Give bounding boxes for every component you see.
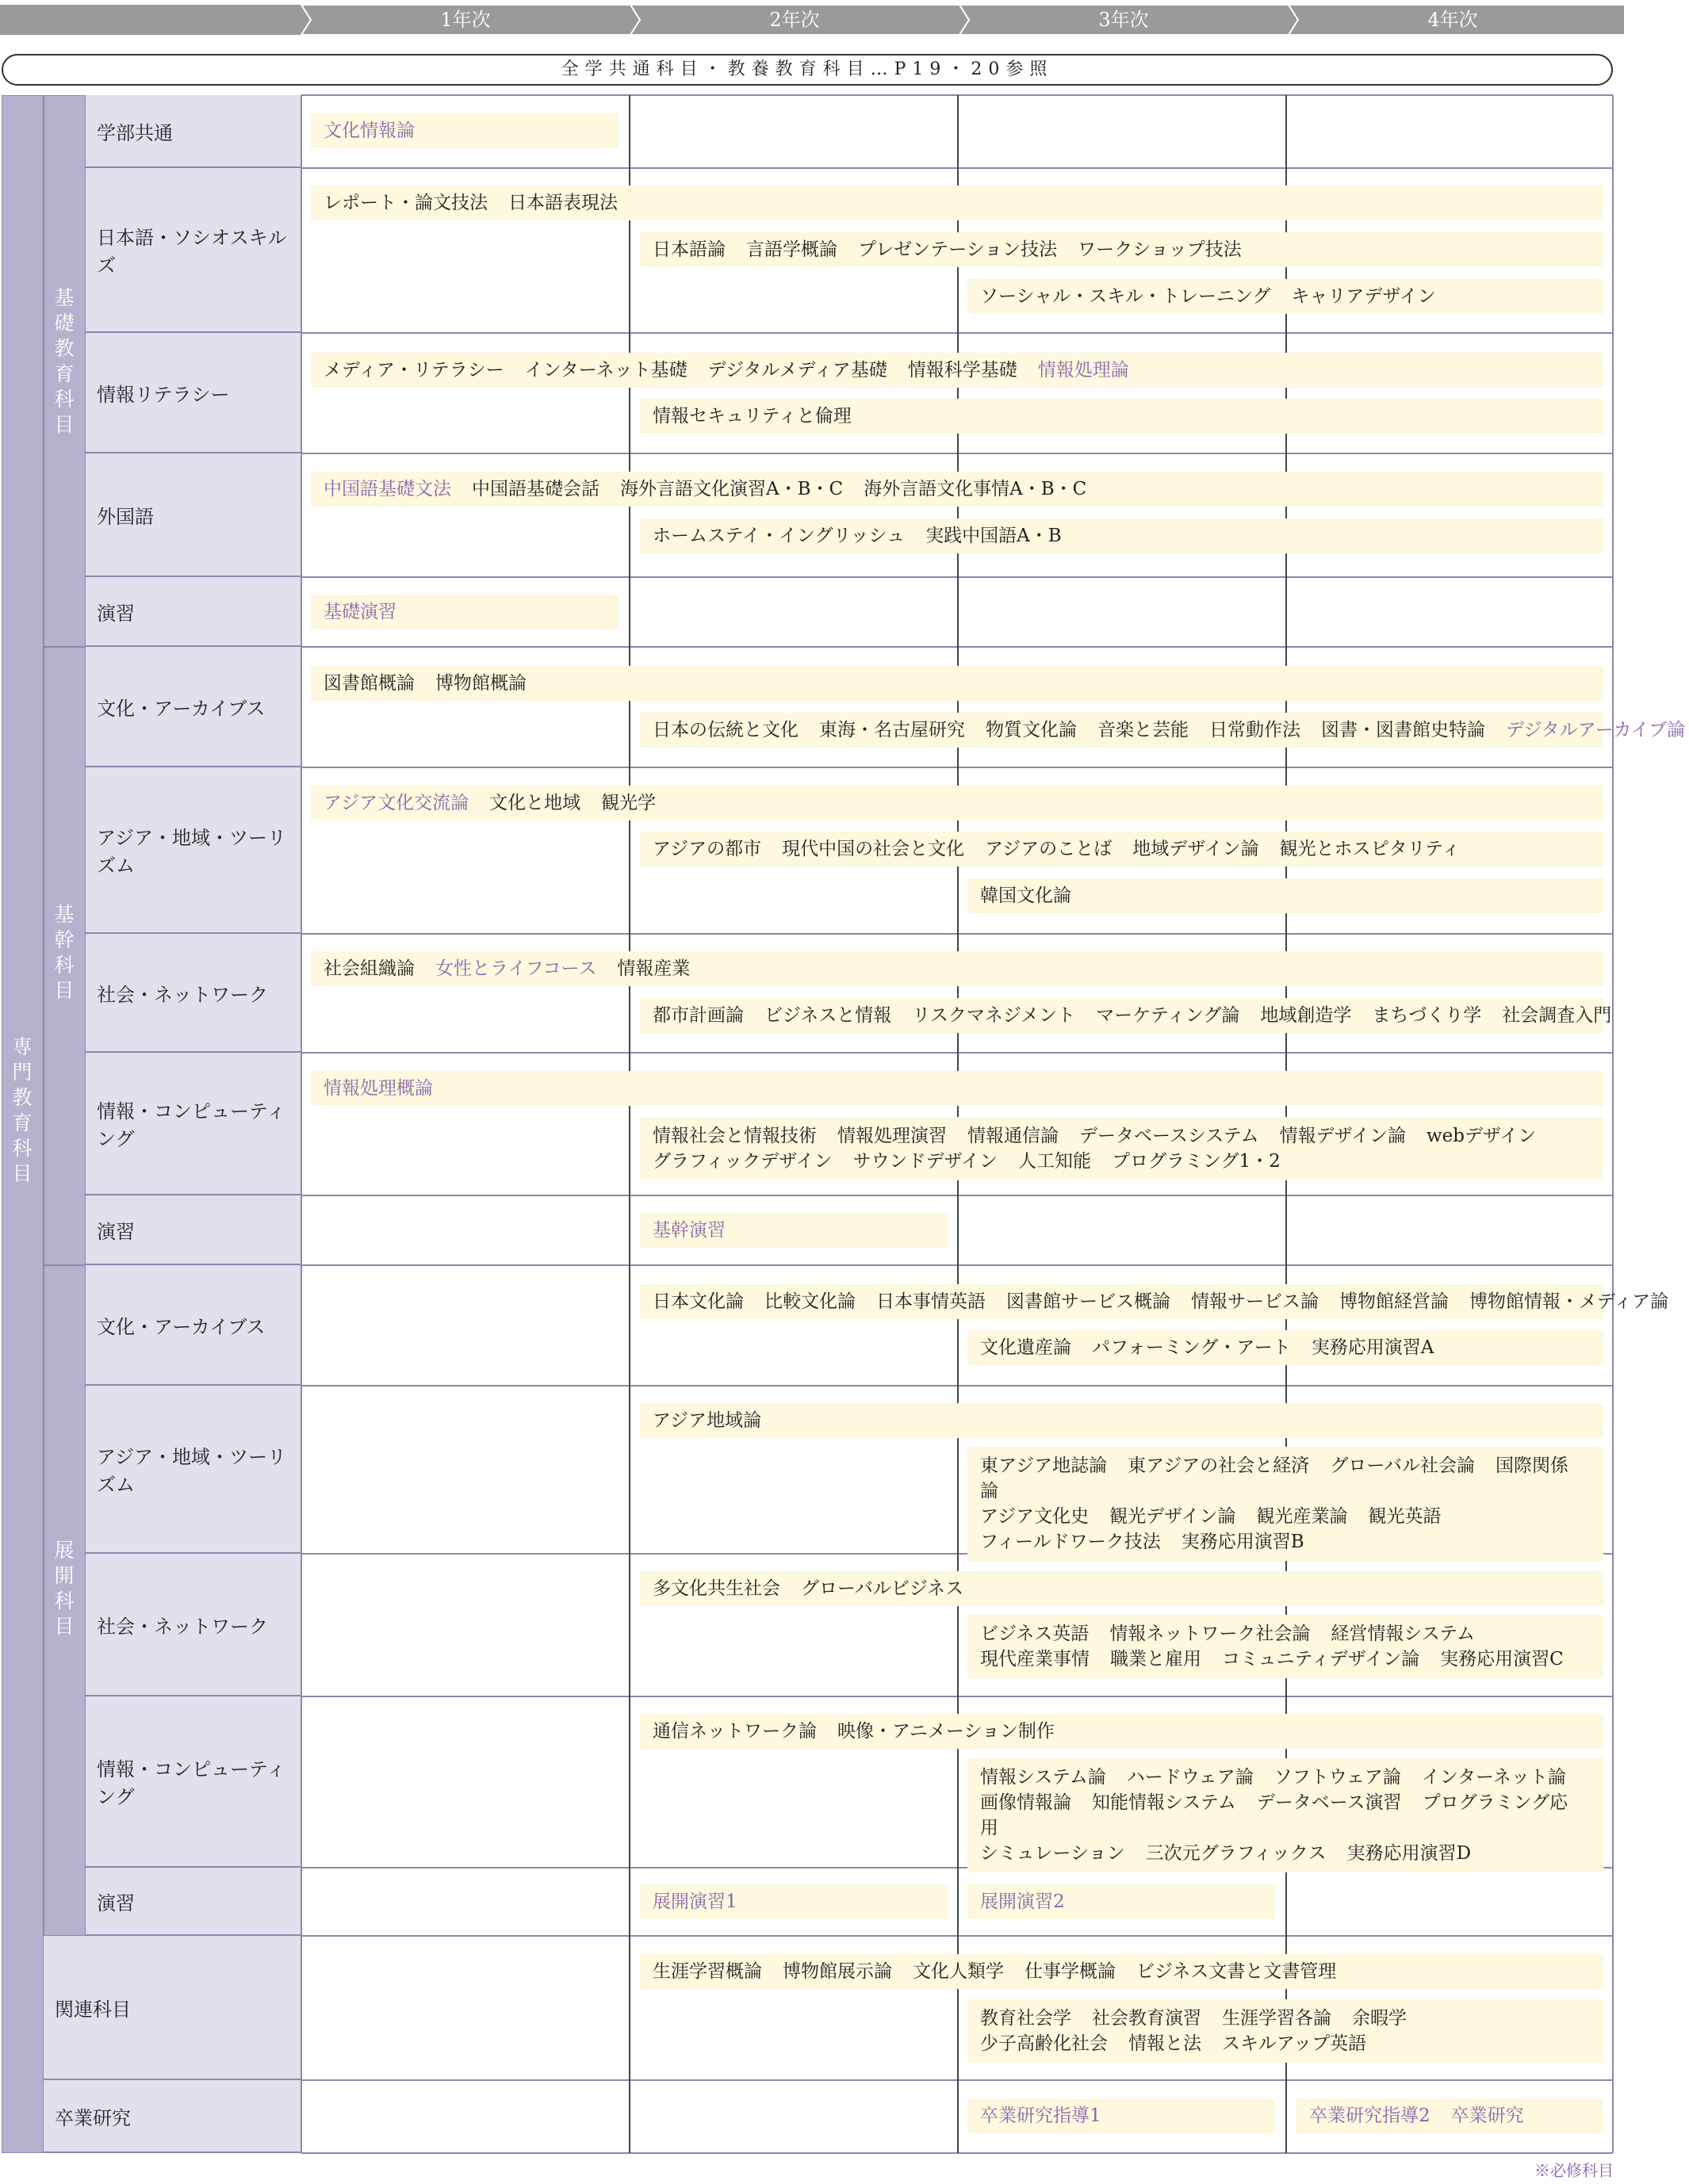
category-kikan-joho: 情報・コンピューティング <box>86 1053 301 1195</box>
category-sotsugyo: 卒業研究 <box>44 2080 301 2153</box>
column-divider <box>1612 95 1614 2153</box>
course-name: 博物館概論 <box>435 673 527 694</box>
course-name: 国際関係論 <box>980 1455 1569 1501</box>
year-label-3: 3年次 <box>1098 9 1149 31</box>
group-kiso-label: 基礎教育科目 <box>54 286 75 436</box>
course-name: 日本語論 <box>653 239 726 260</box>
course-name: 仕事学概論 <box>1025 1961 1116 1982</box>
course-name: ソフトウェア論 <box>1273 1767 1401 1788</box>
course-name: 中国語基礎会話 <box>472 479 599 499</box>
course-bar <box>640 832 1603 866</box>
course-name: ホームステイ・イングリッシュ <box>653 526 906 546</box>
course-name: 基幹演習 <box>653 1220 726 1241</box>
course-name: 情報セキュリティと倫理 <box>653 406 852 426</box>
required-legend: ※必修科目 <box>1534 2161 1614 2180</box>
course-name: デジタルアーカイブ論 <box>1506 720 1686 740</box>
course-name: 図書館サービス概論 <box>1006 1291 1170 1312</box>
year-label-1: 1年次 <box>440 9 491 31</box>
course-name: 海外言語文化事情A・B・C <box>864 479 1087 499</box>
course-name: 展開演習2 <box>980 1891 1065 1912</box>
course-name: 情報産業 <box>617 958 691 979</box>
course-name: 観光デザイン論 <box>1109 1506 1236 1527</box>
course-name: 文化遺産論 <box>980 1337 1071 1358</box>
course-bar <box>1296 2098 1603 2133</box>
course-name: 三次元グラフィックス <box>1145 1843 1327 1864</box>
course-name: 基礎演習 <box>324 602 396 622</box>
course-name: リスクマネジメント <box>912 1005 1076 1026</box>
course-name: 画像情報論 <box>980 1792 1071 1813</box>
category-tenkai-bunka: 文化・アーカイブス <box>86 1265 301 1386</box>
course-name: 韓国文化論 <box>980 885 1071 906</box>
course-name: 余暇学 <box>1352 2008 1407 2029</box>
course-bar <box>311 113 619 148</box>
course-name: 実務応用演習C <box>1440 1649 1564 1670</box>
course-name: 情報処理演習 <box>837 1126 947 1146</box>
course-name: 東アジアの社会と経済 <box>1128 1455 1310 1476</box>
common-subjects-note: 全学共通科目・教養教育科目…P19・20参照 <box>2 54 1613 86</box>
course-name: 文化と地域 <box>489 793 581 813</box>
course-name: 映像・アニメーション制作 <box>837 1721 1055 1742</box>
category-nihongo: 日本語・ソシオスキルズ <box>86 168 301 333</box>
course-name: 情報デザイン論 <box>1279 1126 1406 1146</box>
course-bar <box>967 1330 1603 1365</box>
course-bar <box>640 1571 1603 1606</box>
column-divider <box>629 95 630 2153</box>
course-name: ハードウェア論 <box>1126 1767 1254 1788</box>
course-name: プログラミング応用 <box>980 1792 1568 1838</box>
course-name: 情報処理概論 <box>324 1078 433 1099</box>
category-tenkai-enshu: 演習 <box>86 1868 301 1936</box>
group-senmon-label: 専門教育科目 <box>12 1035 33 1185</box>
course-name: データベース演習 <box>1256 1792 1402 1813</box>
category-kikan-enshu: 演習 <box>86 1195 301 1265</box>
category-kiso-enshu: 演習 <box>86 577 301 647</box>
course-bar <box>967 1884 1275 1919</box>
course-name: グローバルビジネス <box>801 1578 964 1599</box>
course-name: ワークショップ技法 <box>1078 239 1242 260</box>
course-name: 卒業研究指導1 <box>980 2106 1101 2126</box>
course-name: 日本語表現法 <box>508 193 618 213</box>
course-name: 日本文化論 <box>653 1291 744 1312</box>
course-name: 地域創造学 <box>1260 1005 1352 1026</box>
course-name: グラフィックデザイン <box>653 1151 833 1172</box>
course-name: アジア文化史 <box>980 1506 1090 1527</box>
course-name: アジア文化交流論 <box>324 793 469 813</box>
course-bar <box>640 1954 1603 1989</box>
course-name: 現代産業事情 <box>980 1649 1090 1670</box>
course-name: 情報ネットワーク社会論 <box>1109 1624 1311 1644</box>
course-bar <box>640 1714 1603 1749</box>
course-name: サウンドデザイン <box>852 1151 998 1172</box>
course-bar <box>967 1758 1603 1872</box>
course-bar <box>640 232 1603 267</box>
course-name: グローバル社会論 <box>1330 1455 1476 1476</box>
course-name: ソーシャル・スキル・トレーニング <box>980 286 1271 307</box>
course-name: 東海・名古屋研究 <box>819 720 965 740</box>
category-kikan-bunka: 文化・アーカイブス <box>86 647 301 767</box>
course-bar <box>967 1999 1603 2063</box>
column-divider <box>301 95 302 2153</box>
course-name: インターネット基礎 <box>524 360 687 381</box>
course-name: データベースシステム <box>1079 1126 1259 1146</box>
course-name: 観光産業論 <box>1256 1506 1348 1527</box>
course-name: 言語学概論 <box>746 239 837 260</box>
category-tenkai-joho: 情報・コンピューティング <box>86 1696 301 1868</box>
course-name: 女性とライフコース <box>435 958 597 979</box>
course-bar <box>640 1884 948 1919</box>
group-kikan-label: 基幹科目 <box>54 903 75 1002</box>
course-name: ビジネス文書と文書管理 <box>1136 1961 1337 1982</box>
course-name: ビジネスと情報 <box>764 1005 892 1026</box>
course-name: 人工知能 <box>1017 1151 1091 1172</box>
course-name: 東アジア地誌論 <box>980 1455 1108 1476</box>
course-name: プログラミング1・2 <box>1111 1151 1281 1172</box>
course-name: 教育社会学 <box>980 2008 1071 2029</box>
course-name: 地域デザイン論 <box>1132 839 1259 859</box>
course-name: アジア地域論 <box>653 1410 762 1431</box>
course-name: 情報処理論 <box>1037 360 1129 381</box>
course-name: 通信ネットワーク論 <box>653 1721 817 1742</box>
course-bar <box>311 1071 1603 1106</box>
course-bar <box>311 472 1603 507</box>
category-kikan-shakai: 社会・ネットワーク <box>86 934 301 1053</box>
course-name: 図書館概論 <box>324 673 415 694</box>
course-name: インターネット論 <box>1421 1767 1566 1788</box>
course-name: ビジネス英語 <box>980 1624 1090 1644</box>
course-bar <box>640 1213 948 1248</box>
course-name: 現代中国の社会と文化 <box>782 839 965 859</box>
course-bar <box>640 1403 1603 1438</box>
course-name: メディア・リテラシー <box>324 360 504 381</box>
course-name: 比較文化論 <box>764 1291 856 1312</box>
course-name: 情報サービス論 <box>1191 1291 1319 1312</box>
course-name: コミュニティデザイン論 <box>1222 1649 1420 1670</box>
course-name: 物質文化論 <box>986 720 1077 740</box>
course-name: webデザイン <box>1426 1126 1537 1146</box>
course-name: 生涯学習概論 <box>653 1961 762 1982</box>
course-name: 情報システム論 <box>980 1767 1106 1788</box>
course-name: 社会教育演習 <box>1092 2008 1201 2029</box>
course-name: 日本の伝統と文化 <box>653 720 799 740</box>
course-bar <box>311 786 1603 820</box>
course-name: 実践中国語A・B <box>925 526 1062 546</box>
course-bar <box>640 399 1603 434</box>
course-name: シミュレーション <box>980 1843 1125 1864</box>
course-name: 図書・図書館史特論 <box>1321 720 1485 740</box>
course-name: スキルアップ英語 <box>1222 2033 1367 2054</box>
course-name: 日常動作法 <box>1209 720 1300 740</box>
course-name: アジアの都市 <box>653 839 762 859</box>
course-bar <box>311 595 619 629</box>
course-name: 社会組織論 <box>324 958 415 979</box>
course-name: 情報と法 <box>1128 2033 1201 2054</box>
course-name: 実務応用演習B <box>1181 1532 1304 1552</box>
course-name: 多文化共生社会 <box>653 1578 780 1599</box>
course-name: 海外言語文化演習A・B・C <box>620 479 844 499</box>
course-name: まちづくり学 <box>1372 1005 1482 1026</box>
course-bar <box>967 1615 1603 1678</box>
course-name: マーケティング論 <box>1096 1005 1240 1026</box>
category-gaikoku: 外国語 <box>86 453 301 577</box>
course-name: 情報科学基礎 <box>907 360 1017 381</box>
course-name: パフォーミング・アート <box>1092 1337 1291 1358</box>
course-name: 経営情報システム <box>1331 1624 1476 1644</box>
course-name: 実務応用演習A <box>1311 1337 1434 1358</box>
course-name: フィールドワーク技法 <box>980 1532 1161 1552</box>
course-bar <box>967 1447 1603 1561</box>
course-name: 情報通信論 <box>967 1126 1059 1146</box>
course-name: キャリアデザイン <box>1291 286 1436 307</box>
course-name: 卒業研究指導2 <box>1309 2106 1430 2126</box>
course-name: 展開演習1 <box>653 1891 737 1912</box>
course-name: 日本事情英語 <box>876 1291 986 1312</box>
course-name: 博物館経営論 <box>1339 1291 1449 1312</box>
course-bar <box>311 951 1603 986</box>
course-name: 都市計画論 <box>653 1005 744 1026</box>
course-bar <box>311 666 1603 701</box>
course-name: 文化人類学 <box>913 1961 1004 1982</box>
year-label-2: 2年次 <box>769 9 820 31</box>
course-name: 知能情報システム <box>1092 1792 1236 1813</box>
course-name: レポート・論文技法 <box>324 193 488 213</box>
course-name: 少子高齢化社会 <box>980 2033 1108 2054</box>
course-bar <box>640 713 1686 748</box>
category-gakubu: 学部共通 <box>86 95 301 168</box>
course-name: 観光英語 <box>1368 1506 1442 1527</box>
course-bar <box>967 2098 1275 2133</box>
course-name: プレゼンテーション技法 <box>858 239 1058 260</box>
course-name: 観光とホスピタリティ <box>1279 839 1461 859</box>
course-name: 博物館情報・メディア論 <box>1469 1291 1669 1312</box>
category-kanren: 関連科目 <box>44 1936 301 2080</box>
course-name: 音楽と芸能 <box>1097 720 1189 740</box>
course-bar <box>640 1284 1669 1319</box>
course-name: 職業と雇用 <box>1110 1649 1201 1670</box>
course-name: 卒業研究 <box>1450 2106 1524 2126</box>
course-name: 中国語基礎文法 <box>324 479 451 499</box>
course-name: 文化情報論 <box>324 120 415 141</box>
course-bar <box>311 186 1603 220</box>
course-bar <box>640 998 1612 1033</box>
course-name: 観光学 <box>601 793 657 813</box>
category-tenkai-asia: アジア・地域・ツーリズム <box>86 1386 301 1554</box>
course-name: 社会調査入門 <box>1502 1005 1612 1026</box>
course-bar <box>640 1117 1603 1180</box>
year-label-4: 4年次 <box>1427 9 1478 31</box>
course-name: デジタルメディア基礎 <box>707 360 887 381</box>
course-name: 博物館展示論 <box>783 1961 892 1982</box>
course-bar <box>311 353 1603 388</box>
category-kikan-asia: アジア・地域・ツーリズム <box>86 767 301 934</box>
course-name: 生涯学習各論 <box>1222 2008 1331 2029</box>
course-bar <box>967 279 1603 314</box>
course-name: 実務応用演習D <box>1346 1843 1472 1864</box>
category-tenkai-shakai: 社会・ネットワーク <box>86 1554 301 1696</box>
course-bar <box>967 878 1603 913</box>
course-name: 情報社会と情報技術 <box>653 1126 817 1146</box>
course-name: アジアのことば <box>985 839 1113 859</box>
group-tenkai-label: 展開科目 <box>54 1539 75 1638</box>
category-joho-literacy: 情報リテラシー <box>86 333 301 453</box>
course-bar <box>640 518 1603 553</box>
